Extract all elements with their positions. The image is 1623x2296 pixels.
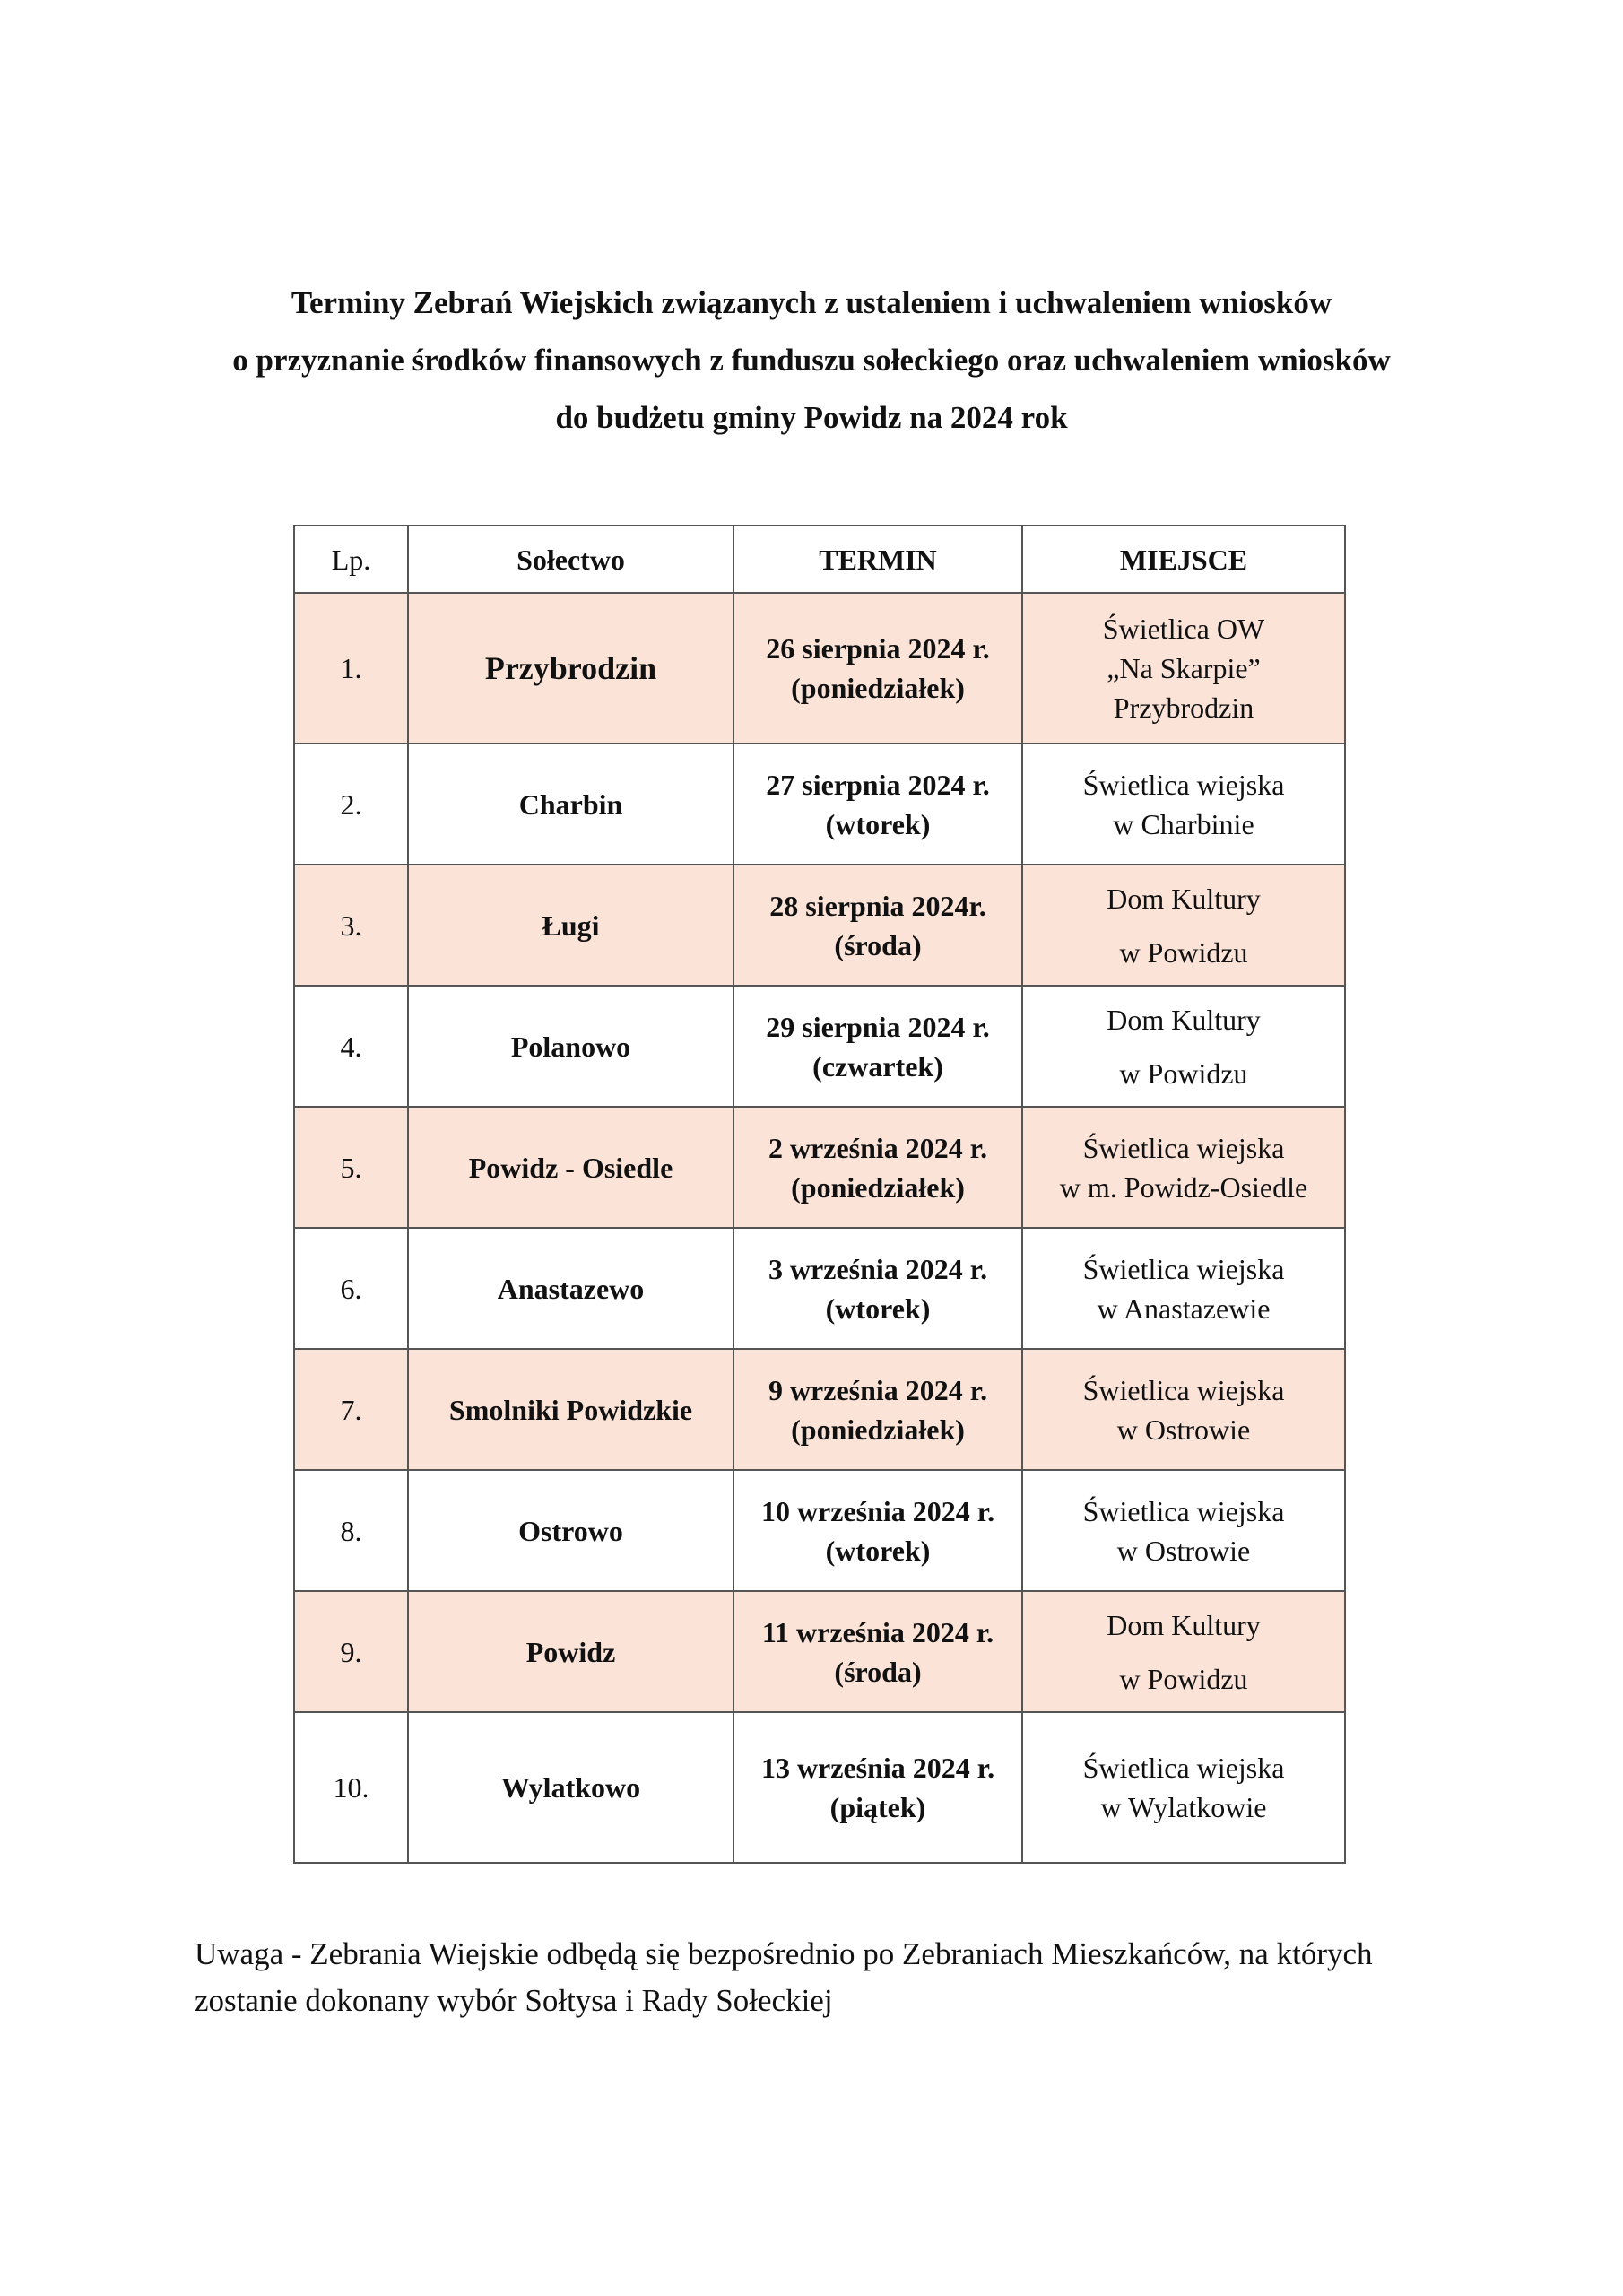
miejsce-line: Świetlica wiejska [1082, 1494, 1285, 1527]
termin-day: (środa) [834, 1655, 922, 1688]
title-line-3: do budżetu gminy Powidz na 2024 rok [555, 400, 1068, 435]
termin-day: (poniedziałek) [791, 672, 965, 704]
cell-termin [733, 1107, 1022, 1228]
termin-date: 2 września 2024 r. [768, 1131, 988, 1164]
cell-miejsce [1022, 593, 1345, 744]
cell-solectwo: Wylatkowo [408, 1712, 733, 1863]
cell-solectwo: Polanowo [408, 986, 733, 1107]
cell-lp: 7. [294, 1349, 408, 1470]
cell-lp: 4. [294, 986, 408, 1107]
cell-miejsce [1022, 744, 1345, 865]
miejsce-line: Dom Kultury [1107, 1608, 1261, 1641]
termin-day: (wtorek) [825, 807, 931, 840]
table-header-row [294, 526, 1345, 593]
title-line-1: Terminy Zebrań Wiejskich związanych z ustaleniem i uchwaleniem wniosków [291, 285, 1332, 320]
cell-termin [733, 744, 1022, 865]
termin-day: (poniedziałek) [791, 1170, 965, 1204]
table-row [294, 1591, 1345, 1712]
footnote-line-1: Uwaga - Zebrania Wiejskie odbędą się bezpośrednio po Zebraniach Mieszkańców, na których [195, 1936, 1373, 1971]
header-solectwo: Sołectwo [408, 526, 733, 593]
miejsce-line: w m. Powidz-Osiedle [1059, 1170, 1308, 1204]
header-lp: Lp. [294, 526, 408, 593]
miejsce-line: Świetlica wiejska [1082, 1131, 1285, 1164]
miejsce-line: Świetlica wiejska [1082, 768, 1285, 801]
table-row [294, 1470, 1345, 1591]
termin-date: 9 września 2024 r. [768, 1373, 988, 1406]
miejsce-line: Świetlica wiejska [1082, 1752, 1285, 1784]
termin-date: 28 sierpnia 2024r. [769, 889, 986, 922]
table-row [294, 1712, 1345, 1863]
cell-termin [733, 1349, 1022, 1470]
termin-day: (piątek) [829, 1791, 926, 1823]
miejsce-line: Dom Kultury [1107, 1003, 1261, 1036]
cell-miejsce [1022, 865, 1345, 986]
cell-miejsce [1022, 1591, 1345, 1712]
cell-termin [733, 593, 1022, 744]
cell-lp: 2. [294, 744, 408, 865]
cell-solectwo: Przybrodzin [408, 593, 733, 744]
cell-solectwo: Smolniki Powidzkie [408, 1349, 733, 1470]
table-row [294, 1228, 1345, 1349]
cell-miejsce [1022, 1349, 1345, 1470]
footnote [195, 1931, 1468, 2024]
termin-date: 10 września 2024 r. [760, 1494, 995, 1527]
table-row [294, 1349, 1345, 1470]
title-line-2: o przyznanie środków finansowych z funduszu sołeckiego oraz uchwaleniem wniosków [232, 343, 1391, 378]
termin-day: (poniedziałek) [791, 1413, 965, 1446]
miejsce-line: Dom Kultury [1107, 882, 1261, 915]
miejsce-line: „Na Skarpie” [1107, 652, 1261, 684]
miejsce-line: w Powidzu [1119, 935, 1248, 969]
cell-miejsce [1022, 986, 1345, 1107]
cell-termin [733, 1712, 1022, 1863]
cell-solectwo: Ostrowo [408, 1470, 733, 1591]
table-row [294, 986, 1345, 1107]
miejsce-line: w Ostrowie [1116, 1534, 1251, 1567]
miejsce-line: w Powidzu [1119, 1057, 1248, 1090]
cell-miejsce [1022, 1228, 1345, 1349]
cell-miejsce [1022, 1712, 1345, 1863]
miejsce-line: w Ostrowie [1116, 1413, 1251, 1446]
cell-lp: 1. [294, 593, 408, 744]
table-row [294, 1107, 1345, 1228]
termin-date: 26 sierpnia 2024 r. [766, 632, 990, 665]
termin-date: 13 września 2024 r. [760, 1752, 995, 1784]
cell-lp: 8. [294, 1470, 408, 1591]
meeting-schedule-table [293, 525, 1346, 1864]
cell-solectwo: Powidz - Osiedle [408, 1107, 733, 1228]
cell-termin [733, 865, 1022, 986]
termin-day: (czwartek) [812, 1049, 943, 1083]
document-title [117, 274, 1506, 447]
miejsce-line: Przybrodzin [1113, 691, 1254, 724]
cell-miejsce [1022, 1470, 1345, 1591]
cell-solectwo: Ługi [408, 865, 733, 986]
miejsce-line: Świetlica wiejska [1082, 1252, 1285, 1285]
table-row [294, 744, 1345, 865]
miejsce-line: Świetlica wiejska [1082, 1373, 1285, 1406]
termin-date: 3 września 2024 r. [768, 1252, 988, 1285]
cell-solectwo: Powidz [408, 1591, 733, 1712]
cell-termin [733, 1470, 1022, 1591]
cell-solectwo: Charbin [408, 744, 733, 865]
miejsce-line: w Wylatkowie [1100, 1791, 1267, 1823]
table-row [294, 865, 1345, 986]
cell-lp: 6. [294, 1228, 408, 1349]
header-miejsce: MIEJSCE [1022, 526, 1345, 593]
cell-miejsce [1022, 1107, 1345, 1228]
cell-termin [733, 1228, 1022, 1349]
termin-day: (wtorek) [825, 1292, 931, 1325]
header-termin: TERMIN [733, 526, 1022, 593]
table-row [294, 593, 1345, 744]
cell-termin [733, 986, 1022, 1107]
miejsce-line: w Anastazewie [1097, 1292, 1271, 1325]
cell-termin [733, 1591, 1022, 1712]
cell-lp: 5. [294, 1107, 408, 1228]
cell-lp: 10. [294, 1712, 408, 1863]
footnote-line-2: zostanie dokonany wybór Sołtysa i Rady Sołeckiej [195, 1983, 833, 2018]
cell-lp: 3. [294, 865, 408, 986]
termin-date: 11 września 2024 r. [761, 1615, 994, 1648]
miejsce-line: w Powidzu [1119, 1662, 1248, 1695]
cell-lp: 9. [294, 1591, 408, 1712]
miejsce-line: Świetlica OW [1102, 613, 1265, 645]
termin-day: (wtorek) [825, 1534, 931, 1567]
cell-solectwo: Anastazewo [408, 1228, 733, 1349]
termin-date: 29 sierpnia 2024 r. [766, 1010, 990, 1043]
miejsce-line: w Charbinie [1113, 807, 1254, 840]
termin-day: (środa) [834, 928, 922, 961]
termin-date: 27 sierpnia 2024 r. [766, 768, 990, 801]
